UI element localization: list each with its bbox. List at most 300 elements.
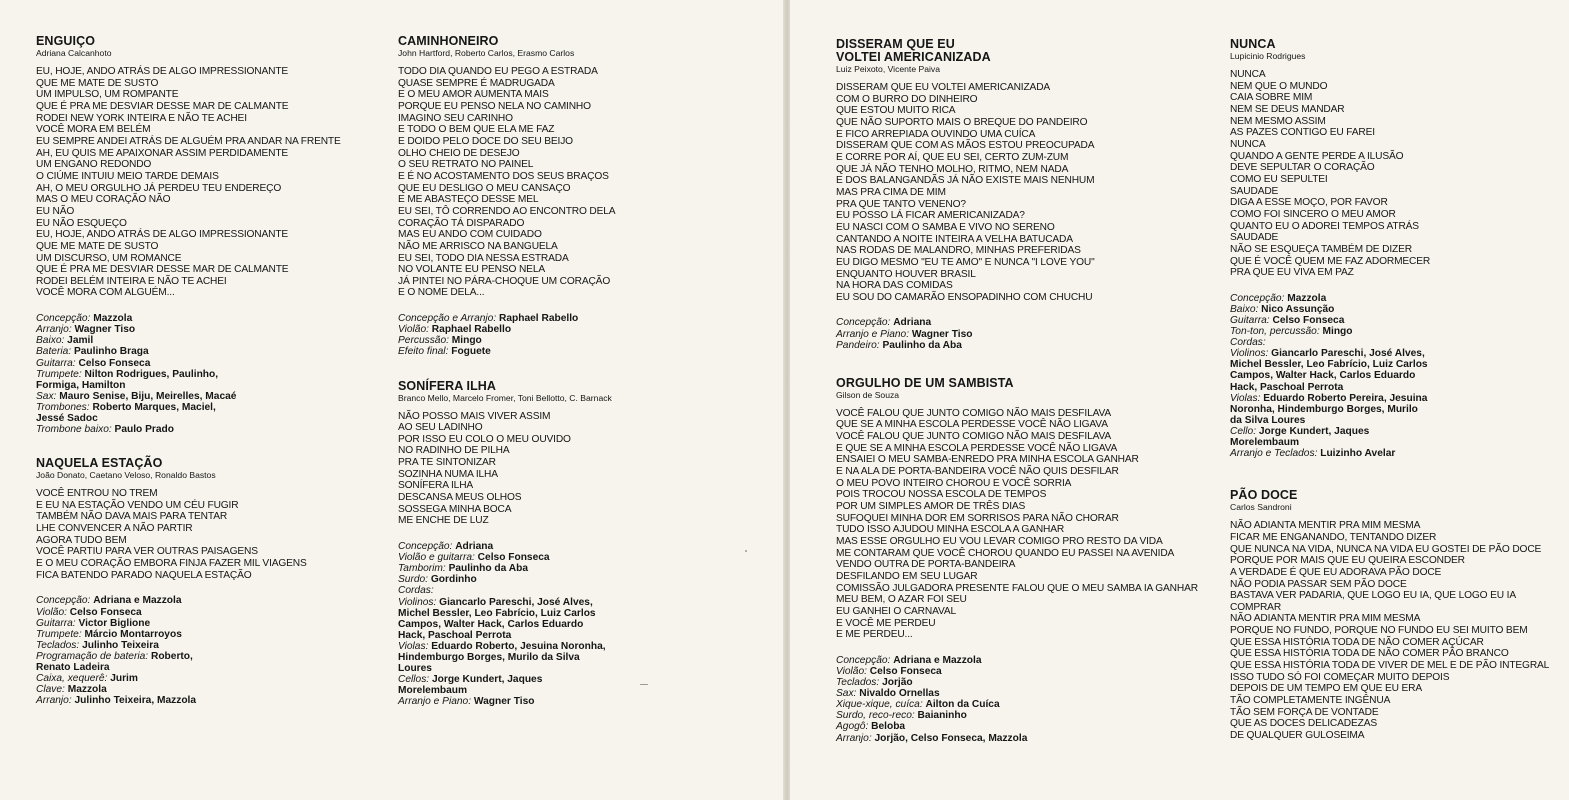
lyric-line: QUE EU DESLIGO O MEU CANSAÇO <box>398 182 571 194</box>
lyric-line: O CIÚME INTUIU MEIO TARDE DEMAIS <box>36 170 219 182</box>
credit-line <box>36 413 366 424</box>
credit-line <box>36 618 366 629</box>
credit-line <box>836 666 1206 677</box>
credit-line <box>36 391 366 402</box>
lyric-line: O SEU RETRATO NO PAINEL <box>398 159 534 171</box>
credit-names: Jamil <box>67 335 94 347</box>
credit-names: Hindemburgo Borges, Murilo da Silva <box>398 652 580 663</box>
credit-line <box>398 574 758 585</box>
credit-role: Violão: <box>36 606 70 618</box>
credit-line <box>836 677 1206 688</box>
right-page-column-2 <box>1230 38 1560 756</box>
credit-line <box>36 607 366 618</box>
credit-line <box>1230 293 1560 304</box>
credit-role: Teclados: <box>36 639 83 651</box>
credit-line <box>836 655 1206 666</box>
lyric-line: SAUDADE <box>1230 232 1279 244</box>
lyric-line: EU DIGO MESMO "EU TE AMO" E NUNCA "I LOVE YOU" <box>836 256 1095 268</box>
lyric-line: FICAR ME ENGANANDO, TENTANDO DIZER <box>1230 531 1437 543</box>
lyric-line: DEVE SEPULTAR O CORAÇÃO <box>1230 162 1375 174</box>
credit-line <box>836 688 1206 699</box>
song-authors: Adriana Calcanhoto <box>36 48 112 58</box>
lyric-line: DIGA A ESSE MOÇO, POR FAVOR <box>1230 197 1388 209</box>
lyric-line: QUE ESSA HISTÓRIA TODA DE NÃO COMER PÃO BRANCO <box>1230 648 1509 660</box>
lyric-line: MAS O MEU CORAÇÃO NÃO <box>36 194 171 206</box>
lyric-line: TUDO ISSO AJUDOU MINHA ESCOLA A GANHAR <box>836 524 1065 536</box>
credit-role: Arranjo: <box>836 732 875 744</box>
lyric-line: PORQUE NO FUNDO, PORQUE NO FUNDO EU SEI MUITO BEM <box>1230 625 1528 637</box>
lyric-line: NO VOLANTE EU PENSO NELA <box>398 264 545 276</box>
credit-names: Roberto, <box>150 650 193 662</box>
lyric-line: TODO DIA QUANDO EU PEGO A ESTRADA <box>398 66 598 77</box>
lyric-line: COMO FOI SINCERO O MEU AMOR <box>1230 208 1396 220</box>
lyric-line: NEM MESMO ASSIM <box>1230 115 1326 127</box>
credit-names: Celso Fonseca <box>869 665 942 677</box>
credit-names: Mazzola <box>1287 292 1327 304</box>
credit-role: Sax: <box>36 390 60 402</box>
lyric-line: QUE É PRA ME DESVIAR DESSE MAR DE CALMANTE <box>36 100 289 112</box>
lyric-line: VOCÊ MORA COM ALGUÉM... <box>36 287 175 299</box>
lyric-line: E DOS BALANGANDÃS JÁ NÃO EXISTE MAIS NENHUM <box>836 175 1095 187</box>
lyric-line: E É NO ACOSTAMENTO DOS SEUS BRAÇOS <box>398 170 609 182</box>
lyric-line: DE QUALQUER GULOSEIMA <box>1230 730 1365 742</box>
credit-line <box>36 640 366 651</box>
credit-line <box>36 673 366 684</box>
credit-role: Arranjo: <box>36 324 75 336</box>
credit-names: Paulinho da Aba <box>882 339 962 351</box>
song-title: SONÍFERA ILHA <box>398 378 497 393</box>
lyric-line: EU NÃO ESQUEÇO <box>36 217 127 229</box>
credit-line <box>398 696 758 707</box>
credit-line <box>1230 359 1560 370</box>
credit-role: Agogô: <box>836 721 872 733</box>
credit-names: Raphael Rabello <box>431 324 512 336</box>
song-authors: John Hartford, Roberto Carlos, Erasmo Carlos <box>398 48 575 58</box>
song-block <box>1230 38 1560 459</box>
lyric-line: QUE ESSA HISTÓRIA TODA DE VIVER DE MEL E DE PÃO INTEGRAL <box>1230 660 1550 672</box>
song-title: NAQUELA ESTAÇÃO <box>36 456 163 471</box>
speck <box>640 684 648 685</box>
credit-names: Márcio Montarroyos <box>84 628 182 640</box>
song-credits <box>1230 293 1560 459</box>
credit-names: Giancarlo Pareschi, José Alves, <box>439 596 593 608</box>
lyric-line: UM IMPULSO, UM ROMPANTE <box>36 89 179 101</box>
song-block <box>1230 489 1560 741</box>
credit-line <box>36 651 366 662</box>
credit-names: Eduardo Roberto, Jesuina Noronha, <box>431 640 606 652</box>
credit-line <box>398 597 758 608</box>
credit-names: Noronha, Hindemburgo Borges, Murilo <box>1230 403 1418 415</box>
song-lyrics <box>36 66 366 299</box>
lyric-line: UM ENGANO REDONDO <box>36 159 152 171</box>
credit-role: Arranjo e Teclados: <box>1230 448 1321 460</box>
credit-line <box>1230 448 1560 459</box>
credit-role: Bateria: <box>36 346 74 358</box>
credit-names: Eduardo Roberto Pereira, Jesuina <box>1263 392 1428 404</box>
lyric-line: EU, HOJE, ANDO ATRÁS DE ALGO IMPRESSIONANTE <box>36 229 289 241</box>
credit-names: Celso Fonseca <box>477 552 550 564</box>
song-credits <box>36 313 366 435</box>
song-title: ENGUIÇO <box>36 34 96 48</box>
song-credits <box>398 541 758 707</box>
song-authors: Carlos Sandroni <box>1230 502 1292 513</box>
credit-names: da Silva Loures <box>1230 414 1306 426</box>
song-title-line: VOLTEI AMERICANIZADA <box>836 50 991 64</box>
song-lyrics <box>398 66 758 299</box>
credit-role: Guitarra: <box>1230 315 1273 326</box>
lyric-line: NUNCA <box>1230 138 1266 150</box>
credit-role: Guitarra: <box>36 357 79 369</box>
credit-line <box>1230 348 1560 359</box>
lyric-line: QUE AS DOCES DELICADEZAS <box>1230 718 1377 730</box>
credit-line <box>1230 382 1560 393</box>
credit-names: Luizinho Avelar <box>1320 448 1396 460</box>
lyric-line: COMISSÃO JULGADORA PRESENTE FALOU QUE O MEU SAMBA IA GANHAR <box>836 582 1198 594</box>
credit-role: Cordas: <box>1230 337 1266 349</box>
lyric-line: POR UM SIMPLES AMOR DE TRÊS DIAS <box>836 501 1026 512</box>
lyric-line: FICA BATENDO PARADO NAQUELA ESTAÇÃO <box>36 569 252 581</box>
song-credits <box>836 317 1206 350</box>
credit-names: Mingo <box>1322 326 1353 338</box>
credit-line <box>36 313 366 324</box>
credit-line <box>398 313 758 324</box>
song-lyrics <box>1230 520 1560 741</box>
lyric-line: EU SEI, TÔ CORRENDO AO ENCONTRO DELA <box>398 205 616 217</box>
credit-line <box>1230 404 1560 415</box>
song-lyrics <box>36 488 366 581</box>
lyric-line: BASTAVA VER PADARIA, QUE LOGO EU IA, QUE LOGO EU IA <box>1230 590 1516 602</box>
lyric-line: SAUDADE <box>1230 185 1279 197</box>
lyric-line: PORQUE POR MAIS QUE EU QUEIRA ESCONDER <box>1230 555 1465 567</box>
lyric-line: COMO EU SEPULTEI <box>1230 173 1328 185</box>
song-title: NUNCA <box>1230 37 1276 51</box>
credit-role: Violão e guitarra: <box>398 552 478 564</box>
credit-role: Clave: <box>36 684 68 696</box>
credit-names: Morelembaum <box>398 685 468 697</box>
credit-role: Xique-xique, cuíca: <box>836 699 926 711</box>
lyric-line: PRA TE SINTONIZAR <box>398 457 496 469</box>
credit-role: Percussão: <box>398 335 452 347</box>
credit-line <box>398 541 758 552</box>
credit-line <box>836 733 1206 744</box>
lyric-line: AO SEU LADINHO <box>398 422 483 434</box>
credit-role: Concepção: <box>1230 292 1288 304</box>
credit-role: Trombone baixo: <box>36 424 115 436</box>
credit-names: Celso Fonseca <box>1272 315 1345 326</box>
song-lyrics <box>836 82 1206 303</box>
lyric-line: QUE ME MATE DE SUSTO <box>36 77 159 89</box>
credit-line <box>1230 315 1560 326</box>
lyric-line: DISSERAM QUE EU VOLTEI AMERICANIZADA <box>836 82 1051 93</box>
credit-role: Concepção e Arranjo: <box>398 313 499 325</box>
credit-line <box>36 380 366 391</box>
lyric-line: VOCÊ FALOU QUE JUNTO COMIGO NÃO MAIS DESFILAVA <box>836 407 1111 419</box>
lyric-line: NÃO PODIA PASSAR SEM PÃO DOCE <box>1230 578 1407 590</box>
lyric-line: NÃO POSSO MAIS VIVER ASSIM <box>398 410 551 422</box>
lyric-line: RODEI NEW YORK INTEIRA E NÃO TE ACHEI <box>36 112 247 124</box>
credit-names: Wagner Tiso <box>74 324 136 336</box>
credit-line <box>836 710 1206 721</box>
lyric-line: ENQUANTO HOUVER BRASIL <box>836 268 976 280</box>
lyric-line: DESCANSA MEUS OLHOS <box>398 492 522 504</box>
credit-line <box>836 317 1206 328</box>
credit-names: Celso Fonseca <box>69 606 142 618</box>
lyric-line: MAS ESSE ORGULHO EU VOU LEVAR COMIGO PRO RESTO DA VIDA <box>836 535 1163 547</box>
credit-names: Giancarlo Pareschi, José Alves, <box>1271 348 1425 360</box>
song-lyrics <box>398 411 758 528</box>
lyric-line: NEM QUE O MUNDO <box>1230 80 1328 92</box>
credit-names: Nilton Rodrigues, Paulinho, <box>84 368 219 380</box>
credit-role: Caixa, xequerê: <box>36 673 111 685</box>
lyric-line: QUE ESSA HISTÓRIA TODA DE NÃO COMER AÇÚCAR <box>1230 636 1484 648</box>
lyric-line: A VERDADE É QUE EU ADORAVA PÃO DOCE <box>1230 566 1442 578</box>
credit-role: Ton-ton, percussão: <box>1230 326 1323 338</box>
lyric-line: QUE ESTOU MUITO RICA <box>836 105 956 117</box>
credit-line <box>836 340 1206 351</box>
song-title-line: DISSERAM QUE EU <box>836 37 955 51</box>
credit-names: Raphael Rabello <box>499 313 579 325</box>
credit-line <box>1230 337 1560 348</box>
credit-line <box>36 695 366 706</box>
lyric-line: CORAÇÃO TÁ DISPARADO <box>398 217 525 229</box>
credit-line <box>1230 415 1560 426</box>
credit-line <box>36 358 366 369</box>
credit-names: Campos, Walter Hack, Carlos Eduardo <box>1230 370 1416 382</box>
lyric-line: EU SEMPRE ANDEI ATRÁS DE ALGUÉM PRA ANDAR NA FRENTE <box>36 135 341 147</box>
lyric-line: QUASE SEMPRE É MADRUGADA <box>398 77 555 89</box>
credit-line <box>398 585 758 596</box>
song-block <box>36 457 366 706</box>
credit-role: Trombones: <box>36 401 93 413</box>
lyric-line: DISSERAM QUE COM AS MÃOS ESTOU PREOCUPADA <box>836 140 1095 152</box>
lyric-line: E DOIDO PELO DOCE DO SEU BEIJO <box>398 135 573 147</box>
credit-role: Cordas: <box>398 585 434 597</box>
credit-names: Adriana <box>455 541 494 553</box>
lyric-line: EU GANHEI O CARNAVAL <box>836 605 957 617</box>
lyric-line: NEM SE DEUS MANDAR <box>1230 103 1345 115</box>
lyric-line: AH, O MEU ORGULHO JÁ PERDEU TEU ENDEREÇO <box>36 182 282 194</box>
credit-names: Jorge Kundert, Jaques <box>431 674 543 686</box>
credit-names: Adriana <box>893 317 932 329</box>
lyric-line: E ME ABASTEÇO DESSE MEL <box>398 194 539 206</box>
credit-names: Mauro Senise, Biju, Meirelles, Macaé <box>59 390 237 402</box>
credit-names: Paulo Prado <box>114 424 174 436</box>
credit-role: Programação de bateria: <box>36 650 151 662</box>
credit-role: Violão: <box>836 665 870 677</box>
credit-line <box>36 629 366 640</box>
lyric-line: NÃO ADIANTA MENTIR PRA MIM MESMA <box>1230 520 1421 532</box>
credit-role: Surdo: <box>398 574 431 586</box>
lyric-line: JÁ PINTEI NO PÁRA-CHOQUE UM CORAÇÃO <box>398 275 611 287</box>
credit-role: Arranjo e Piano: <box>836 328 912 340</box>
right-page <box>790 0 1569 800</box>
speck <box>745 550 747 552</box>
song-authors: Gilson de Souza <box>836 389 900 400</box>
lyric-line: E QUE SE A MINHA ESCOLA PERDESSE VOCÊ NÃO LIGAVA <box>836 442 1118 454</box>
credit-names: Celso Fonseca <box>78 357 151 369</box>
lyric-line: NUNCA <box>1230 69 1266 80</box>
credit-names: Nivaldo Ornellas <box>859 688 940 700</box>
lyric-line: COM O BURRO DO DINHEIRO <box>836 93 978 105</box>
lyric-line: VOCÊ ENTROU NO TREM <box>36 488 158 500</box>
lyric-line: E O MEU AMOR AUMENTA MAIS <box>398 89 549 101</box>
lyric-line: MEU BEM, O AZAR FOI SEU <box>836 594 967 606</box>
lyric-line: DEPOIS DE UM TEMPO EM QUE EU ERA <box>1230 683 1423 695</box>
lyric-line: ME ENCHE DE LUZ <box>398 515 489 527</box>
lyric-line: ENSAIEI O MEU SAMBA-ENREDO PRA MINHA ESCOLA GANHAR <box>836 454 1139 466</box>
credit-role: Violas: <box>1230 392 1264 404</box>
lyric-line: QUE É PRA ME DESVIAR DESSE MAR DE CALMANTE <box>36 264 289 276</box>
lyric-line: OLHO CHEIO DE DESEJO <box>398 147 520 159</box>
credit-role: Surdo, reco-reco: <box>836 710 918 722</box>
lyric-line: TÃO COMPLETAMENTE INGÊNUA <box>1230 695 1391 707</box>
lyric-line: COMPRAR <box>1230 601 1282 613</box>
song-title: ORGULHO DE UM SAMBISTA <box>836 375 1014 390</box>
credit-names: Paulinho da Aba <box>448 563 529 575</box>
credit-names: Wagner Tiso <box>473 696 535 708</box>
lyric-line: SUFOQUEI MINHA DOR EM SORRISOS PARA NÃO CHORAR <box>836 512 1119 524</box>
credit-role: Tamborim: <box>398 563 449 575</box>
credit-names: Campos, Walter Hack, Carlos Eduardo <box>398 618 584 630</box>
credit-line <box>36 369 366 380</box>
credit-line <box>1230 304 1560 315</box>
lyric-line: LHE CONVENCER A NÃO PARTIR <box>36 523 193 535</box>
credit-line <box>398 608 758 619</box>
lyric-line: EU NÃO <box>36 205 75 217</box>
credit-role: Teclados: <box>836 677 883 689</box>
lyric-line: VOCÊ MORA EM BELÉM <box>36 124 151 136</box>
lyric-line: NÃO SE ESQUEÇA TAMBÉM DE DIZER <box>1230 243 1412 255</box>
credit-line <box>398 641 758 652</box>
lyric-line: EU SOU DO CAMARÃO ENSOPADINHO COM CHUCHU <box>836 291 1093 303</box>
song-authors: Lupicinio Rodrigues <box>1230 51 1306 61</box>
song-title: PÃO DOCE <box>1230 488 1298 503</box>
lyric-line: EU, HOJE, ANDO ATRÁS DE ALGO IMPRESSIONANTE <box>36 66 289 77</box>
credit-names: Julinho Teixeira, Mazzola <box>74 695 197 707</box>
lyric-line: QUE ME MATE DE SUSTO <box>36 240 159 252</box>
song-block <box>836 38 1206 351</box>
lyric-line: NO RADINHO DE PILHA <box>398 445 510 457</box>
lyric-line: MAS EU ANDO COM CUIDADO <box>398 229 542 241</box>
lyric-line: QUANDO A GENTE PERDE A ILUSÃO <box>1230 150 1404 162</box>
credit-role: Guitarra: <box>36 617 79 629</box>
lyric-line: E FICO ARREPIADA OUVINDO UMA CUÍCA <box>836 128 1036 140</box>
credit-line <box>398 324 758 335</box>
credit-line <box>836 699 1206 710</box>
lyric-line: E O MEU CORAÇÃO EMBORA FINJA FAZER MIL VIAGENS <box>36 558 307 570</box>
credit-line <box>398 674 758 685</box>
credit-role: Baixo: <box>36 335 68 347</box>
lyric-line: VENDO OUTRA DE PORTA-BANDEIRA <box>836 559 1016 571</box>
credit-names: Morelembaum <box>1230 437 1300 449</box>
lyric-line: POIS TROCOU NOSSA ESCOLA DE TEMPOS <box>836 489 1047 501</box>
credit-line <box>36 595 366 606</box>
lyric-line: CANTANDO A NOITE INTEIRA A VELHA BATUCADA <box>836 233 1073 245</box>
credit-names: Hack, Paschoal Perrota <box>398 629 512 641</box>
lyric-line: POR ISSO EU COLO O MEU OUVIDO <box>398 433 571 445</box>
credit-role: Concepção: <box>36 595 94 607</box>
lyric-line: E VOCÊ ME PERDEU <box>836 617 936 629</box>
lyric-line: NAS RODAS DE MALANDRO, MINHAS PREFERIDAS <box>836 245 1081 257</box>
credit-line <box>36 335 366 346</box>
credit-names: Jessé Sadoc <box>36 412 98 424</box>
credit-names: Wagner Tiso <box>911 328 973 340</box>
credit-names: Jorge Kundert, Jaques <box>1258 425 1370 437</box>
credit-role: Cellos: <box>398 674 432 686</box>
lyric-line: E NA ALA DE PORTA-BANDEIRA VOCÊ NÃO QUIS DESFILAR <box>836 466 1119 478</box>
credit-role: Violas: <box>398 640 432 652</box>
lyric-line: QUE É VOCÊ QUEM ME FAZ ADORMECER <box>1230 255 1431 267</box>
credit-line <box>1230 426 1560 437</box>
credit-names: Adriana e Mazzola <box>93 595 182 607</box>
lyric-line: AGORA TUDO BEM <box>36 534 127 546</box>
song-credits <box>836 655 1206 744</box>
credit-names: Roberto Marques, Maciel, <box>92 401 216 413</box>
credit-line <box>398 346 758 357</box>
song-block <box>398 35 758 358</box>
credit-line <box>36 402 366 413</box>
song-credits <box>36 595 366 706</box>
credit-role: Trumpete: <box>36 628 85 640</box>
left-page-column-2 <box>398 35 758 707</box>
song-block <box>836 377 1206 744</box>
lyric-line: UM DISCURSO, UM ROMANCE <box>36 252 182 264</box>
lyric-line: TAMBÉM NÃO DAVA MAIS PARA TENTAR <box>36 511 228 523</box>
song-title <box>836 38 1206 64</box>
credit-line <box>398 552 758 563</box>
lyric-line: ISSO TUDO SÓ FOI COMEÇAR MUITO DEPOIS <box>1230 671 1450 683</box>
credit-role: Cello: <box>1230 425 1259 437</box>
credit-names: Foguete <box>451 346 491 358</box>
credit-line <box>398 619 758 630</box>
lyric-line: VOCÊ FALOU QUE JUNTO COMIGO NÃO MAIS DESFILAVA <box>836 431 1111 443</box>
credit-line <box>36 324 366 335</box>
credit-names: Loures <box>398 663 432 675</box>
left-page-column-1 <box>36 35 366 706</box>
credit-line <box>398 652 758 663</box>
credit-role: Violão: <box>398 324 432 336</box>
song-title: CAMINHONEIRO <box>398 34 499 48</box>
lyric-line: SONÍFERA ILHA <box>398 480 474 492</box>
credit-line <box>1230 437 1560 448</box>
song-block <box>398 380 758 708</box>
credit-line <box>1230 393 1560 404</box>
credit-role: Sax: <box>836 688 860 700</box>
lyric-line: RODEI BELÉM INTEIRA E NÃO TE ACHEI <box>36 275 227 287</box>
credit-names: Michel Bessler, Leo Fabrício, Luiz Carlos <box>1230 359 1428 371</box>
lyric-line: ME CONTARAM QUE VOCÊ CHOROU QUANDO EU PASSEI NA AVENIDA <box>836 547 1175 559</box>
lyric-line: E TODO O BEM QUE ELA ME FAZ <box>398 124 555 136</box>
credit-line <box>398 630 758 641</box>
credit-role: Trumpete: <box>36 368 85 380</box>
credit-line <box>36 424 366 435</box>
lyric-line: CAIA SOBRE MIM <box>1230 92 1313 104</box>
lyric-line: QUE JÁ NÃO TENHO MOLHO, RITMO, NEM NADA <box>836 163 1069 175</box>
credit-names: Jorjão, Celso Fonseca, Mazzola <box>874 732 1028 744</box>
lyric-line: EU NASCI COM O SAMBA E VIVO NO SERENO <box>836 221 1055 233</box>
credit-names: Mazzola <box>93 313 133 325</box>
credit-names: Nico Assunção <box>1261 303 1335 315</box>
credit-role: Baixo: <box>1230 303 1262 315</box>
lyric-line: MAS PRA CIMA DE MIM <box>836 186 946 198</box>
credit-role: Pandeiro: <box>836 339 883 351</box>
song-authors: Luiz Peixoto, Vicente Paiva <box>836 64 940 74</box>
lyric-line: VOCÊ PARTIU PARA VER OUTRAS PAISAGENS <box>36 546 258 558</box>
credit-role: Concepção: <box>836 317 894 329</box>
credit-line <box>398 663 758 674</box>
lyric-line: DESFILANDO EM SEU LUGAR <box>836 570 978 582</box>
song-authors: Branco Mello, Marcelo Fromer, Toni Bellotto, C. Barnack <box>398 392 612 403</box>
